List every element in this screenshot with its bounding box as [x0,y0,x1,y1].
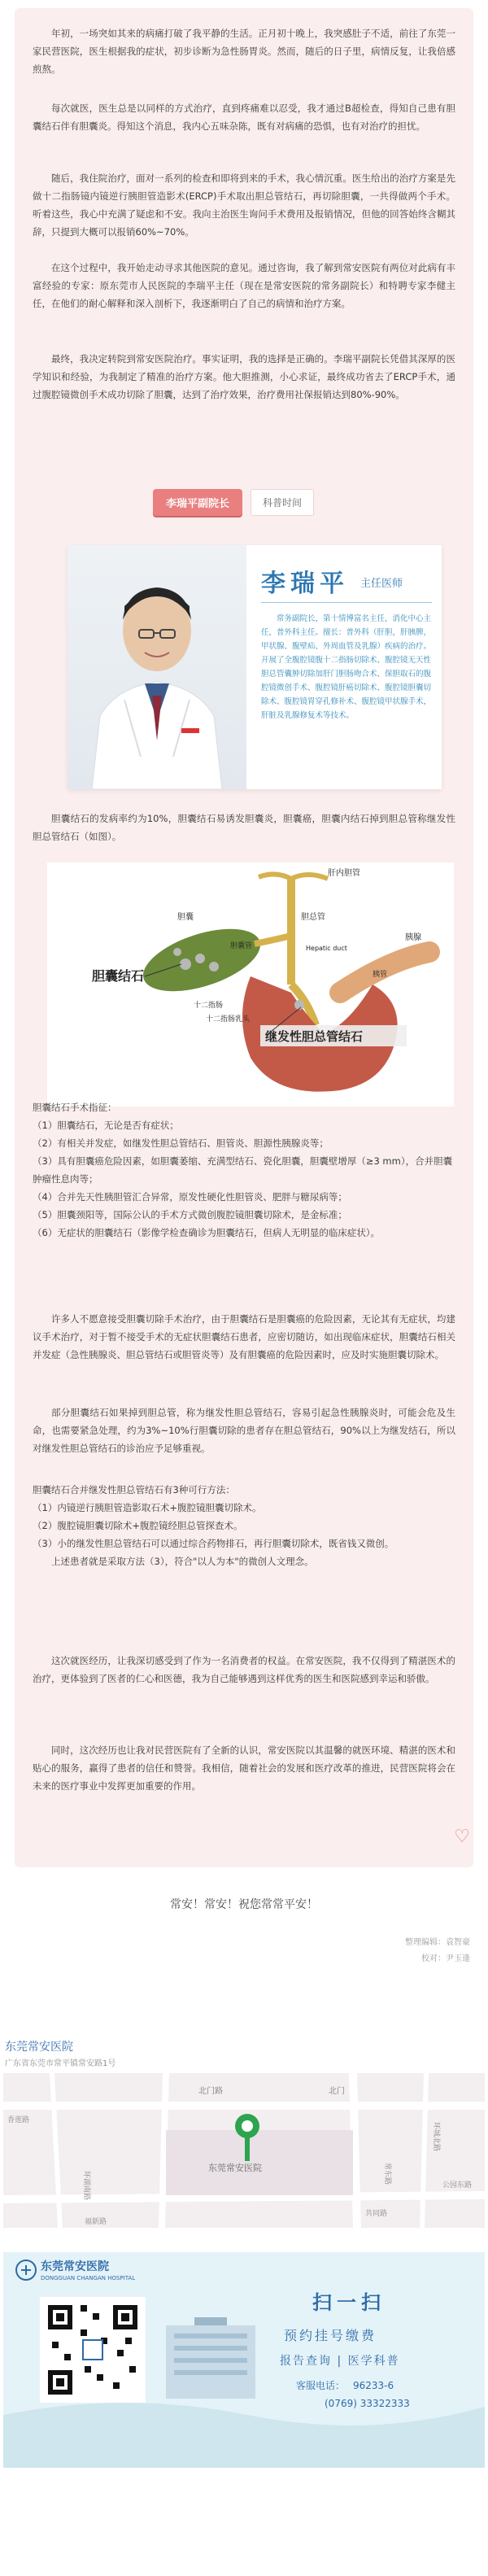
reviewer-credit: 校对：尹玉逢 [421,1954,470,1963]
banner-logo-text: 东莞常安医院 [41,2260,109,2273]
label-cystic-duct: 胆囊管 [230,942,253,950]
label-duodenum: 十二指肠 [194,1002,224,1010]
map-road-label: 环城北路 [432,2122,440,2152]
banner-hotline-1[interactable]: 96233-6 [353,2380,394,2391]
location-map[interactable] [3,2073,485,2228]
doctor-bio: 常务副院长，第十情博富名主任，消化中心主任，普外科主任。擅长：普外科（肝胆，肝胰脾，甲状腺、腹壁疝、外周血管及乳腺）疾病的治疗。开展了全腹腔镜腹十二指肠切除术、腹腔镜无天性胆总管囊肿切除加肝门胆肠吻合术、保胆取石的腹腔镜微创手术、腹腔镜肝癌切除术、腹腔镜胆囊切除术、腹腔镜胃穿孔修补术、腹腔镜甲状腺手术，肝脏及乳腺修复术等技术。 [261,614,432,720]
qr-banner [3,2252,485,2468]
indications-title: 胆囊结石手术指征： [33,1102,117,1113]
label-intrahepatic: 肝内胆管 [328,869,360,878]
doctor-title: 主任医师 [360,578,403,590]
paragraph-treatment-plan: 随后，我住院治疗，面对一系列的检查和即将到来的手术，我心情沉重。医生给出的治疗方案是先做十二指肠镜内镜逆行胰胆管造影术(ERCP)手术取出胆总管结石，再切除胆囊，一共得做两个手术。听着这些，我心中充满了疑虑和不安。我向主治医生询问手术费用及报销情况，但他的回答始终含糊其辞，只提到大概可以报销60%~70%。 [33,172,455,238]
methods-list [33,1481,455,1570]
banner-hotline-2[interactable]: (0769) 33322333 [325,2398,410,2409]
map-road-label: 环湖南路 [82,2171,90,2201]
building-illustration [166,2317,255,2399]
indications-list [33,1098,455,1242]
label-pancreatic-duct: 胰管 [373,971,388,979]
indication-item: （1）胆囊结石，无论是否有症状； [33,1120,179,1131]
editor-credit: 整理编辑：袁智豪 [405,1938,470,1947]
tab-science[interactable]: 科普时间 [251,489,314,516]
tab-doctor[interactable]: 李瑞平副院长 [153,489,242,516]
heart-icon: ♡ [454,1827,470,1847]
anatomy-diagram [47,862,454,1107]
indication-item: （2）有相关并发症，如继发性胆总管结石、胆管炎、胆源性胰腺炎等； [33,1137,329,1149]
map-road-label: 共同路 [365,2210,388,2218]
banner-scan-title: 扫一扫 [312,2291,386,2314]
map-road-label: 香莲路 [7,2116,30,2124]
label-pancreas: 胰腺 [405,933,421,942]
map-hospital-label: 东莞常安医院 [208,2163,262,2173]
doctor-profile-card [68,545,442,789]
paragraph-transfer: 最终，我决定转院到常安医院治疗。事实证明，我的选择是正确的。李瑞平副院长凭借其深厚的医学知识和经验，为我制定了精准的治疗方案。他大胆推测，小心求证，最终成功省去了ERCP手术，通过腹腔镜微创手术成功切除了胆囊，达到了治疗效果，治疗费用社保报销达到80%-90%。 [33,353,455,400]
methods-title: 胆囊结石合并继发性胆总管结石有3种可行方法： [33,1484,235,1495]
label-cbd: 胆总管 [301,913,325,922]
label-secondary-stone: 继发性胆总管结石 [265,1029,364,1044]
method-item: （2）腹腔镜胆囊切除术+腹腔镜经胆总管探查术。 [33,1520,243,1531]
divider [261,602,432,603]
paragraph-conclusion: 同时，这次经历也让我对民营医院有了全新的认识，常安医院以其温馨的就医环境、精湛的医术和贴心的服务，赢得了患者的信任和赞誉。我相信，随着社会的发展和医疗改革的推进，民营医院将会在未来的医疗事业中发挥更加重要的作用。 [33,1744,455,1792]
qr-code-icon[interactable] [40,2297,146,2403]
methods-note: 上述患者就是采取方法（3），符合"以人为本"的微创人文理念。 [51,1556,314,1567]
paragraph-intro: 年初，一场突如其来的病痛打破了我平静的生活。正月初十晚上，我突感肚子不适，前往了东莞一家民营医院，医生根据我的症状，初步诊断为急性肠胃炎。然而，随后的日子里，病情反复，让我倍感煎熬。 [33,28,455,75]
method-item: （3）小的继发性胆总管结石可以通过综合药物排石，再行胆囊切除术，既省钱又微创。 [33,1538,394,1549]
label-ampulla: 十二指肠乳头 [206,1015,251,1024]
hospital-address: 广东省东莞市常平镇常安路1号 [5,2059,116,2068]
map-road-label: 北门 [329,2087,345,2096]
doctor-photo [68,545,246,789]
method-item: （1）内镜逆行胰胆管造影取石术+腹腔镜胆囊切除术。 [33,1502,262,1513]
banner-line1: 预约挂号缴费 [284,2328,377,2343]
banner-hotline-label: 客服电话： [296,2380,346,2391]
closing-line: 常安！常安！祝您常常平安！ [170,1898,318,1911]
map-road-label: 公园东路 [442,2181,473,2190]
section-tabs [153,488,314,516]
paragraph-diagnosis: 每次就医，医生总是以同样的方式治疗，直到疼痛难以忍受，我才通过B超检查，得知自己患有胆囊结石伴有胆囊炎。得知这个消息，我内心五味杂陈，既有对病痛的恐惧，也有对治疗的担忧。 [33,103,455,132]
label-hepatic-duct: Hepatic duct [306,945,347,952]
indication-item: （3）具有胆囊癌危险因素，如胆囊萎缩、充满型结石、瓷化胆囊，胆囊壁增厚（≥3 mm），合并胆囊肿瘤性息肉等； [33,1155,453,1185]
banner-logo-sub: DONGGUAN CHANGAN HOSPITAL [41,2275,136,2281]
indication-item: （4）合并先天性胰胆管汇合异常，原发性硬化性胆管炎、肥胖与糖尿病等； [33,1191,347,1203]
banner-line2: 报告查询 | 医学科普 [280,2355,400,2368]
paragraph-consult: 在这个过程中，我开始走动寻求其他医院的意见。通过咨询，我了解到常安医院有两位对此病有丰富经验的专家：原东莞市人民医院的李瑞平主任（现在是常安医院的常务副院长）和特聘专家李健主任，在他们的耐心解释和深入剖析下，我逐渐明白了自己的病情和治疗方案。 [33,262,455,309]
map-road-label: 北门路 [198,2087,223,2096]
label-gallstone: 胆囊结石 [92,968,145,984]
paragraph-science-intro: 胆囊结石的发病率约为10%，胆囊结石易诱发胆囊炎，胆囊癌，胆囊内结石掉到胆总管称继发性胆总管结石（如图）。 [33,813,455,842]
label-gallbladder: 胆囊 [177,913,194,922]
paragraph-secondary-stone: 部分胆囊结石如果掉到胆总管，称为继发性胆总管结石，容易引起急性胰腺炎时，可能会危及生命，也需要紧急处理，约为3%~10%行胆囊切除的患者存在胆总管结石，90%以上为继发结石，所以对继发性胆总管结石的诊治应予足够重视。 [33,1407,455,1454]
hospital-name[interactable]: 东莞常安医院 [5,2041,73,2054]
map-road-label: 常东路 [383,2163,391,2185]
indication-item: （5）胆囊颈阳等，国际公认的手术方式微创腹腔镜胆囊切除术，是金标准； [33,1209,347,1220]
paragraph-fear: 许多人不愿意接受胆囊切除手术治疗，由于胆囊结石是胆囊癌的危险因素，无论其有无症状，均建议手术治疗，对于暂不接受手术的无症状胆囊结石患者，应密切随访，如出现临床症状，胆囊结石相关并发症（急性胰腺炎、胆总管结石或胆管炎等）及有胆囊癌的危险因素时，应及时实施胆囊切除术。 [33,1313,455,1360]
doctor-name: 李瑞平 [261,570,349,598]
indication-item: （6）无症状的胆囊结石（影像学检查确诊为胆囊结石，但病人无明显的临床症状）。 [33,1227,381,1238]
map-road-label: 福新路 [85,2218,107,2226]
paragraph-gratitude: 这次就医经历，让我深切感受到了作为一名消费者的权益。在常安医院，我不仅得到了精湛医术的治疗，更体验到了医者的仁心和医德，我为自己能够遇到这样优秀的医生和医院感到幸运和骄傲。 [33,1655,455,1684]
article-card [15,8,473,1867]
